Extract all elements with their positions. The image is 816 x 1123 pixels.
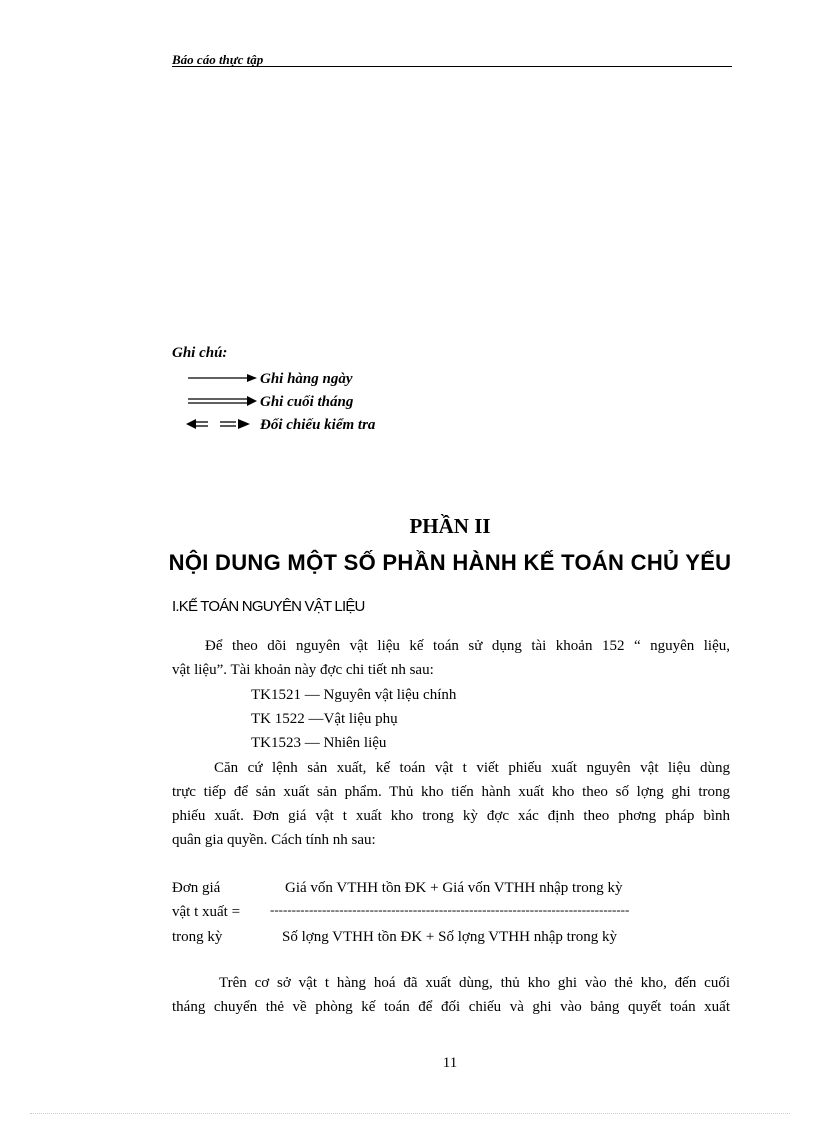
page-number: 11 bbox=[442, 1055, 458, 1071]
paragraph-line: quân gia quyền. Cách tính nh sau: bbox=[172, 832, 376, 848]
paragraph-line: Để theo dõi nguyên vật liệu kế toán sử dụng tài khoản 152 “ nguyên liệu, bbox=[205, 638, 730, 654]
paragraph-line: vật liệu”. Tài khoản này đợc chi tiết nh sau: bbox=[172, 662, 434, 678]
account-item: TK1521 — Nguyên vật liệu chính bbox=[251, 687, 457, 703]
section-subtitle: NỘI DUNG MỘT SỐ PHẦN HÀNH KẾ TOÁN CHỦ YẾU bbox=[168, 550, 732, 575]
paragraph-line: phiếu xuất. Đơn giá vật t xuất kho trong kỳ đợc xác định theo phơng pháp bình bbox=[172, 808, 730, 824]
account-item: TK 1522 —Vật liệu phụ bbox=[251, 711, 398, 727]
part-heading: I.KẾ TOÁN NGUYÊN VẬT LIỆU bbox=[172, 598, 365, 615]
formula-left-1: Đơn giá bbox=[172, 880, 221, 896]
legend-title: Ghi chú: bbox=[172, 345, 228, 361]
section-title: PHẦN II bbox=[409, 514, 491, 538]
page-header-title: Báo cáo thực tập bbox=[172, 52, 264, 67]
legend-label-monthly: Ghi cuối tháng bbox=[260, 394, 354, 410]
single-arrow-icon bbox=[186, 370, 258, 390]
bidirectional-arrow-icon bbox=[186, 416, 258, 436]
formula-left-2: vật t xuất = bbox=[172, 904, 241, 920]
formula-numerator: Giá vốn VTHH tồn ĐK + Giá vốn VTHH nhập trong kỳ bbox=[285, 880, 623, 896]
header-rule bbox=[172, 66, 732, 67]
page-bottom-border bbox=[30, 1113, 790, 1114]
double-arrow-icon bbox=[186, 393, 258, 413]
paragraph-line: trực tiếp để sản xuất sản phẩm. Thủ kho tiến hành xuất kho theo số lợng ghi trong bbox=[172, 784, 730, 800]
account-item: TK1523 — Nhiên liệu bbox=[251, 735, 387, 751]
legend-label-reconcile: Đối chiếu kiểm tra bbox=[260, 417, 376, 433]
paragraph-line: Trên cơ sở vật t hàng hoá đã xuất dùng, thủ kho ghi vào thẻ kho, đến cuối bbox=[219, 975, 730, 991]
legend-label-daily: Ghi hàng ngày bbox=[260, 371, 353, 387]
paragraph-line: tháng chuyển thẻ về phòng kế toán để đối chiếu và ghi vào bảng quyết toán xuất bbox=[172, 999, 730, 1015]
formula-left-3: trong kỳ bbox=[172, 929, 223, 945]
formula-denominator: Số lợng VTHH tồn ĐK + Số lợng VTHH nhập trong kỳ bbox=[282, 929, 618, 945]
paragraph-line: Căn cứ lệnh sản xuất, kế toán vật t viết phiếu xuất nguyên vật liệu dùng bbox=[214, 760, 730, 776]
formula-divider: ----------------------------------------------------------------------------------- bbox=[270, 902, 630, 917]
